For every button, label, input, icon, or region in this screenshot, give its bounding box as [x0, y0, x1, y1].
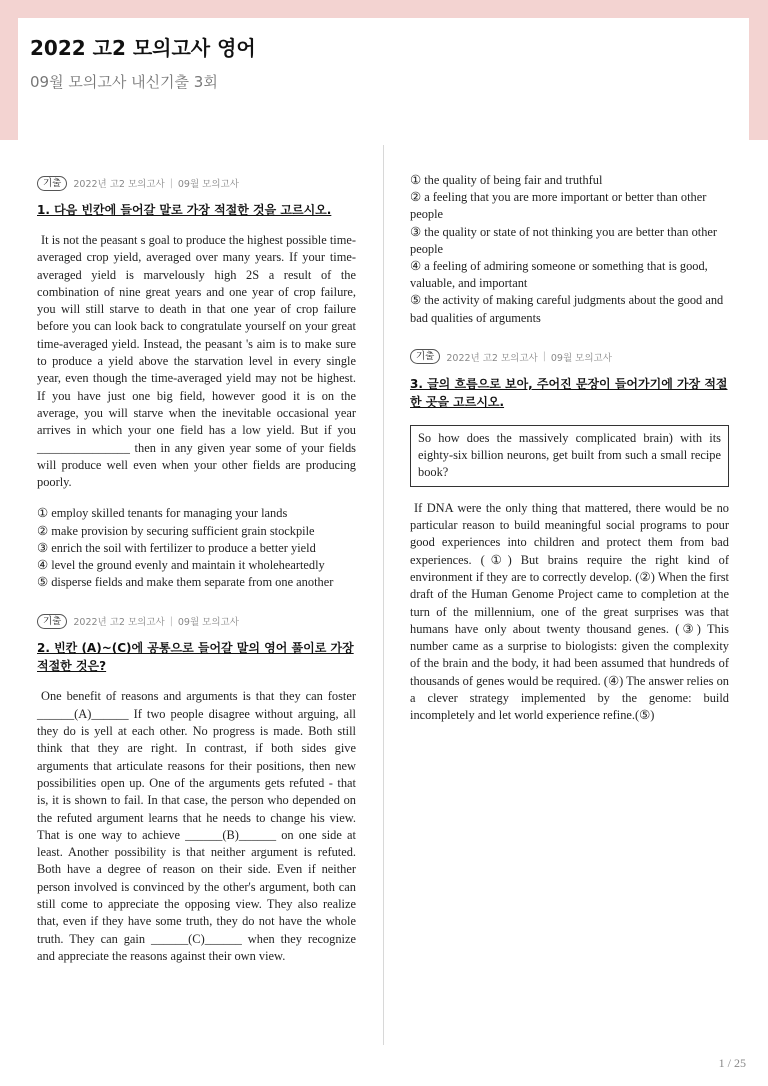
page-title: 2022 고2 모의고사 영어 — [30, 36, 256, 60]
question-3-passage: If DNA were the only thing that mattered, there would be no particular reason to build meaningful social programs to pour good experiences into children and protect them from bad experiences. (①) But brains require the right kind of environment if they are to correctly develop. (②) When the first draft of the Human Genome Project came to completion at the turn of the millennium, one of the great surprises was that humans have only about twenty thousand genes. (③) This number came as a surprise to biologists: given the complexity of the brain and the body, it had been assumed that hundreds of thousands of genes would be required. (④) The answer relies on a clever strategy implemented by the genome: build incompletely and let world experience refine.(⑤) — [410, 500, 729, 723]
given-sentence-box: So how does the massively complicated brain) with its eighty-six billion neurons, get built from such a small recipe book? — [410, 425, 729, 487]
question-2-meta — [37, 613, 356, 629]
source-year: 2022년 고2 모의고사 — [73, 617, 165, 629]
option-5[interactable]: ⑤ disperse fields and make them separate from one another — [37, 575, 334, 590]
question-3-title-text: 3. 글의 흐름으로 보아, 주어진 문장이 들어가기에 가장 적절한 곳을 고르시오. — [410, 376, 728, 409]
question-1-passage: It is not the peasant s goal to produce the highest possible time-averaged crop yield, averaged over many years. If your time-averaged yield is marvelously high 2S a result of the combination of nine great years and one year of crop failure, you will still starve to death in that one year of crop failure before you can look back to congratulate yourself on your great time-averaged yield. Instead, the peasant 's aim is to make sure to produce a yield above the starvation level in every single year, even though the time-averaged yield may not be highest. If you have just one big field, however good it is on the average, you will starve when the inevitable occasional year arrives in which your one field has a low yield. But if you _______________ then in any given year some of your fields will produce well even when your other fields are producing poorly. — [37, 233, 356, 490]
question-2-title — [37, 639, 356, 675]
option-5[interactable]: ⑤ the activity of making careful judgments about the good and bad qualities of arguments — [410, 293, 724, 325]
option-2[interactable]: ② a feeling that you are more important or better than other people — [410, 190, 707, 222]
option-4[interactable]: ④ level the ground evenly and maintain it wholeheartedly — [37, 558, 325, 573]
option-3[interactable]: ③ enrich the soil with fertilizer to produce a better yield — [37, 540, 316, 555]
option-3[interactable]: ③ the quality or state of not thinking you are better than other people — [410, 224, 718, 256]
right-column — [410, 172, 729, 725]
option-1[interactable]: ① the quality of being fair and truthful — [410, 173, 603, 187]
question-2-title-text: 2. 빈칸 (A)~(C)에 공통으로 들어갈 말의 영어 풀이로 가장 적절한 것은? — [37, 641, 354, 674]
column-divider — [383, 145, 384, 1045]
option-2[interactable]: ② make provision by securing sufficient grain stockpile — [37, 523, 315, 538]
source-tag: 기출 — [37, 176, 67, 191]
question-2-options — [410, 172, 729, 327]
meta-separator: | — [169, 615, 173, 627]
question-1-meta — [37, 175, 356, 191]
question-1-options — [37, 505, 356, 591]
source-tag: 기출 — [37, 614, 67, 629]
source-month: 09월 모의고사 — [177, 179, 239, 190]
question-3-title — [410, 375, 729, 411]
question-3-meta — [410, 349, 729, 365]
page-subtitle: 09월 모의고사 내신기출 3회 — [30, 73, 218, 91]
source-tag: 기출 — [410, 349, 440, 364]
page-number: 1 / 25 — [718, 1056, 746, 1070]
option-1[interactable]: ① employ skilled tenants for managing your lands — [37, 506, 288, 521]
question-1-title: 1. 다음 빈칸에 들어갈 말로 가장 적절한 것을 고르시오. — [37, 203, 332, 217]
question-2-passage: One benefit of reasons and arguments is that they can foster ______(A)______ If two people disagree without arguing, all they do is yell at each other. No progress is made. Both still think that they are right. In contrast, if both sides give arguments that articulate reasons for their positions, then new possibilities open up. One of the arguments gets refuted - that is, it is shown to fail. In that case, the person who depended on the refuted argument learns that he needs to change his view. That is one way to achieve ______(B)______ on one side at least. Another possibility is that neither argument is refuted. Both have a degree of reason on their side. Even if neither person involved is convinced by the other's argument, both can still come to appreciate the opposing view. They also realize that, even if they have some truth, they do not have the whole truth. They can gain ______(C)______ when they recognize and appreciate the reasons against their own view. — [37, 689, 356, 963]
option-4[interactable]: ④ a feeling of admiring someone or something that is good, valuable, and important — [410, 259, 708, 291]
source-month: 09월 모의고사 — [177, 617, 239, 629]
source-year: 2022년 고2 모의고사 — [73, 179, 165, 190]
source-month: 09월 모의고사 — [550, 352, 612, 364]
meta-separator: | — [542, 351, 546, 363]
source-year: 2022년 고2 모의고사 — [446, 352, 538, 364]
question-3 — [410, 349, 729, 725]
left-column — [37, 175, 356, 965]
question-2 — [37, 613, 356, 965]
meta-separator: | — [169, 177, 173, 189]
